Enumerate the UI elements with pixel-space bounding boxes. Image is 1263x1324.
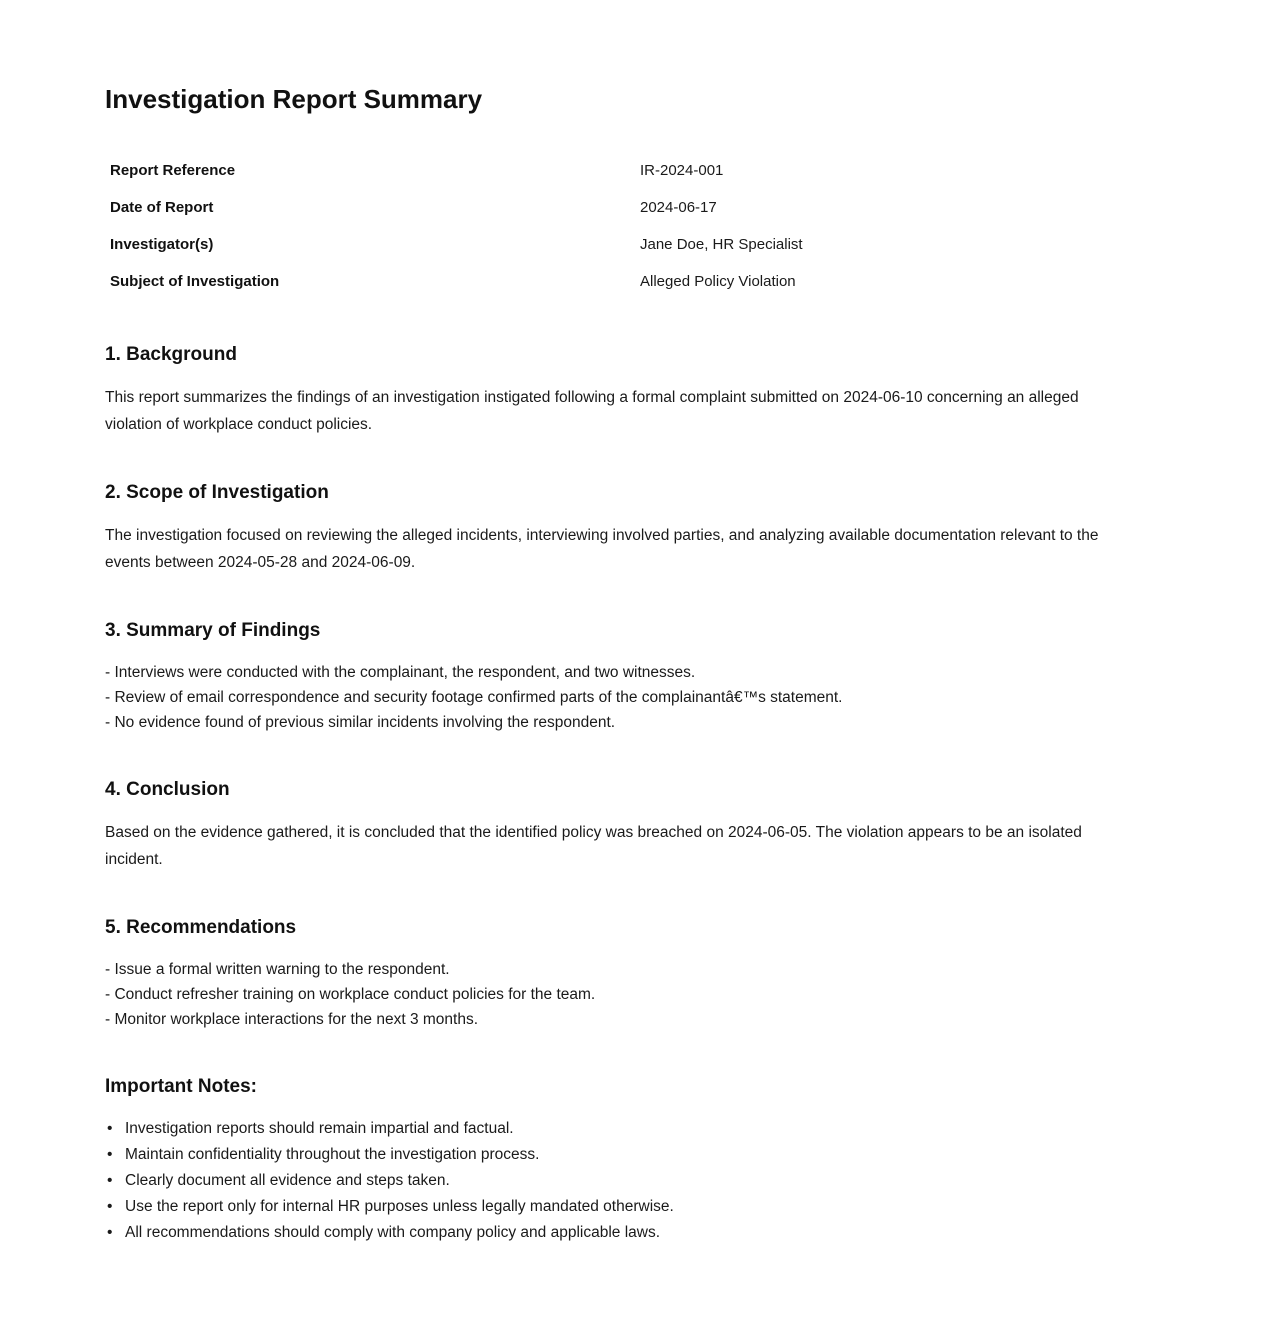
meta-row-date-of-report xyxy=(105,189,1133,226)
section-recommendations xyxy=(105,917,1133,1032)
note-item: • All recommendations should comply with company policy and applicable laws. xyxy=(105,1220,1133,1246)
report-meta-table xyxy=(105,152,1133,300)
section-important-notes xyxy=(105,1076,1133,1246)
finding-line: - No evidence found of previous similar incidents involving the respondent. xyxy=(105,714,616,731)
section-heading: 4. Conclusion xyxy=(105,779,230,800)
section-heading: 3. Summary of Findings xyxy=(105,620,321,641)
meta-row-report-reference xyxy=(105,152,1133,189)
section-heading: 5. Recommendations xyxy=(105,917,297,938)
section-heading: 2. Scope of Investigation xyxy=(105,482,329,503)
page-title: Investigation Report Summary xyxy=(105,84,483,114)
note-item: • Maintain confidentiality throughout the investigation process. xyxy=(105,1142,1133,1168)
meta-value: Alleged Policy Violation xyxy=(640,273,796,290)
finding-line: - Interviews were conducted with the complainant, the respondent, and two witnesses. xyxy=(105,664,696,681)
recommendation-line: - Conduct refresher training on workplace conduct policies for the team. xyxy=(105,986,596,1003)
meta-value: IR-2024-001 xyxy=(640,162,724,179)
meta-label: Report Reference xyxy=(110,162,236,179)
recommendation-line: - Monitor workplace interactions for the next 3 months. xyxy=(105,1011,479,1028)
notes-list xyxy=(105,1116,1133,1246)
section-scope-of-investigation xyxy=(105,482,1133,576)
section-background xyxy=(105,344,1133,438)
section-heading: 1. Background xyxy=(105,344,237,365)
meta-row-investigators xyxy=(105,226,1133,263)
note-item: • Clearly document all evidence and steps taken. xyxy=(105,1168,1133,1194)
section-paragraph: This report summarizes the findings of an investigation instigated following a formal complaint submitted on 2024-06-10 concerning an alleged violation of workplace conduct policies. xyxy=(105,389,1079,433)
meta-value: Jane Doe, HR Specialist xyxy=(640,236,803,253)
note-item: • Use the report only for internal HR purposes unless legally mandated otherwise. xyxy=(105,1194,1133,1220)
meta-label: Date of Report xyxy=(110,199,214,216)
finding-line: - Review of email correspondence and security footage confirmed parts of the complainantâ€™s statement. xyxy=(105,689,843,706)
section-paragraph: Based on the evidence gathered, it is concluded that the identified policy was breached on 2024-06-05. The violation appears to be an isolated incident. xyxy=(105,824,1082,868)
section-summary-of-findings xyxy=(105,620,1133,735)
recommendation-line: - Issue a formal written warning to the respondent. xyxy=(105,961,450,978)
notes-heading: Important Notes: xyxy=(105,1076,257,1097)
section-conclusion xyxy=(105,779,1133,873)
meta-label: Investigator(s) xyxy=(110,236,214,253)
section-paragraph: The investigation focused on reviewing the alleged incidents, interviewing involved parties, and analyzing available documentation relevant to the events between 2024-05-28 and 2024-06-09. xyxy=(105,527,1099,571)
meta-row-subject-of-investigation xyxy=(105,263,1133,300)
note-item: • Investigation reports should remain impartial and factual. xyxy=(105,1116,1133,1142)
meta-value: 2024-06-17 xyxy=(640,199,717,216)
meta-label: Subject of Investigation xyxy=(110,273,280,290)
